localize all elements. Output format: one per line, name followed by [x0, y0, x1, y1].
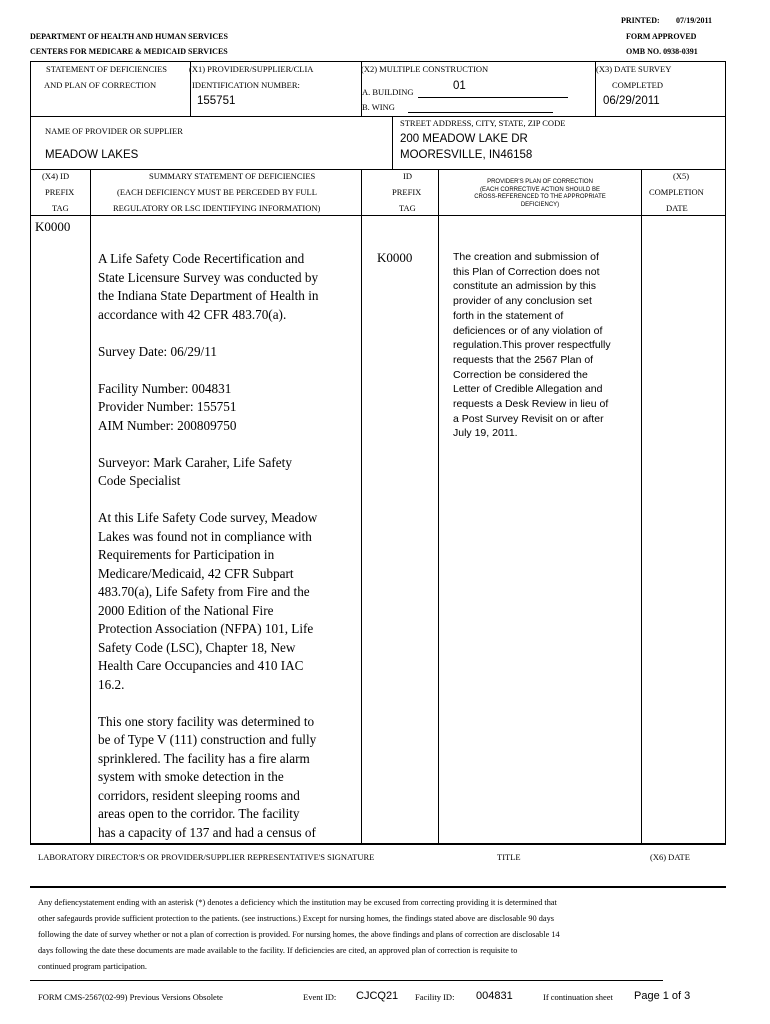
- printed-date: 07/19/2011: [676, 16, 713, 25]
- id-label: ID: [403, 171, 412, 181]
- address-label: STREET ADDRESS, CITY, STATE, ZIP CODE: [400, 118, 566, 128]
- poc-header: [440, 179, 640, 209]
- building-underline: [418, 97, 568, 98]
- centers-name: CENTERS FOR MEDICARE & MEDICAID SERVICES: [30, 47, 228, 56]
- form-number: FORM CMS-2567(02-99) Previous Versions Obsolete: [38, 992, 223, 1002]
- poc-header-4: DEFICIENCY): [520, 201, 560, 208]
- statement-label-2: AND PLAN OF CORRECTION: [44, 80, 157, 90]
- provider-name-value: MEADOW LAKES: [45, 149, 139, 161]
- plan-of-correction: The creation and submission of this Plan of Correction does not constitute an admission by this provider of any conclusion set forth in the statement of deficiences or of any violation of regulation.This prover respectfully requests that the 2567 Plan of Correction be considered the Letter of Credible Allegation and requests a Desk Review in lieu of a Post Survey Revisit on or after July 19, 2011.: [453, 251, 611, 440]
- x4-prefix: PREFIX: [45, 187, 75, 197]
- continuation-label: If continuation sheet: [543, 992, 613, 1002]
- statement-label-1: STATEMENT OF DEFICIENCIES: [46, 64, 168, 74]
- x4-tag: TAG: [52, 203, 69, 213]
- rule: [725, 61, 726, 844]
- disclosure-note: Any defiencystatement ending with an asterisk (*) denotes a deficiency which the institution may be excused from correcting providing it is determined that other safegaurds provide sufficient protection to the patients. (see instructions.) Except for nursing homes, the findings stated above are disclosable 90 days following the date of survey whether or not a plan of correction is provided. For nursing homes, the above findings and plans of correction are disclosable 14 days following the date these documents are made available to the facility. If deficiencies are cited, an approved plan of correction is requisite to continued program participation.: [38, 898, 560, 971]
- tag-right: K0000: [377, 250, 413, 265]
- facility-id-value: 004831: [476, 990, 513, 1002]
- x4-label: (X4) ID: [42, 171, 70, 181]
- signature-rule: [30, 886, 726, 888]
- x5-date: DATE: [666, 203, 688, 213]
- building-value: 01: [453, 80, 466, 92]
- paragraph-facility: This one story facility was determined to be of Type V (111) construction and fully sprinklered. The facility has a fire alarm system with smoke detection in the corridors, resident sleeping rooms and areas open to the corridor. The facility has a capacity of 137 and had a census of: [98, 713, 317, 840]
- paragraph-numbers: Facility Number: 004831 Provider Number: 155751 AIM Number: 200809750: [98, 380, 237, 433]
- summary-header-1: SUMMARY STATEMENT OF DEFICIENCIES: [149, 171, 316, 181]
- id-prefix: PREFIX: [392, 187, 422, 197]
- provider-id-value: 155751: [197, 95, 236, 107]
- tag-left: K0000: [35, 219, 71, 234]
- footer-rule: [30, 980, 663, 981]
- poc-header-3: CROSS-REFERENCED TO THE APPROPRIATE: [474, 194, 606, 200]
- x1-label-1: (X1) PROVIDER/SUPPLIER/CLIA: [189, 64, 314, 74]
- poc-header-1: PROVIDER'S PLAN OF CORRECTION: [487, 179, 593, 185]
- building-label: A. BUILDING: [362, 87, 414, 97]
- facility-id-label: Facility ID:: [415, 992, 455, 1002]
- rule: [361, 169, 362, 844]
- omb-number: OMB NO. 0938-0391: [626, 47, 698, 56]
- paragraph-compliance: At this Life Safety Code survey, Meadow Lakes was found not in compliance with Requirements for Participation in Medicare/Medicaid, 42 CFR Subpart 483.70(a), Life Safety from Fire and the 2000 Edition of the National Fire Protection Association (NFPA) 101, Life Safety Code (LSC), Chapter 18, New Health Care Occupancies and 410 IAC 16.2.: [98, 510, 318, 692]
- rule: [30, 116, 725, 117]
- page-number: Page 1 of 3: [634, 990, 691, 1002]
- printed-label: PRINTED:: [621, 16, 660, 25]
- paragraph-surveyor: Surveyor: Mark Caraher, Life Safety Code Specialist: [98, 454, 292, 488]
- address-line-1: 200 MEADOW LAKE DR: [400, 133, 528, 145]
- event-id-label: Event ID:: [303, 992, 337, 1002]
- paragraph-survey-date: Survey Date: 06/29/11: [98, 343, 217, 359]
- summary-header-3: REGULATORY OR LSC IDENTIFYING INFORMATION): [113, 203, 321, 213]
- wing-underline: [408, 112, 553, 113]
- rule: [30, 61, 31, 844]
- x2-label: (X2) MULTIPLE CONSTRUCTION: [361, 64, 489, 74]
- form-approved: FORM APPROVED: [626, 32, 697, 41]
- department-name: DEPARTMENT OF HEALTH AND HUMAN SERVICES: [30, 32, 228, 41]
- rule: [30, 843, 726, 845]
- event-id-value: CJCQ21: [356, 990, 399, 1002]
- x5-label: (X5): [673, 171, 690, 181]
- rule: [30, 61, 725, 62]
- rule: [392, 116, 393, 169]
- x5-completion: COMPLETION: [649, 187, 704, 197]
- x6-date-label: (X6) DATE: [650, 852, 690, 862]
- paragraph-intro: A Life Safety Code Recertification and State Licensure Survey was conducted by the Indiana State Department of Health in accordance with 42 CFR 483.70(a).: [98, 251, 319, 322]
- title-label: TITLE: [497, 852, 521, 862]
- survey-date-value: 06/29/2011: [603, 95, 660, 107]
- summary-header-2: (EACH DEFICIENCY MUST BE PERCEDED BY FULL: [117, 187, 317, 197]
- provider-name-label: NAME OF PROVIDER OR SUPPLIER: [45, 126, 183, 136]
- rule: [30, 215, 725, 216]
- address-line-2: MOORESVILLE, IN46158: [400, 149, 533, 161]
- x3-sub-label: COMPLETED: [612, 80, 663, 90]
- summary-statement: [98, 250, 343, 842]
- id-tag: TAG: [399, 203, 416, 213]
- wing-label: B. WING: [362, 102, 395, 112]
- signature-label: LABORATORY DIRECTOR'S OR PROVIDER/SUPPLIER REPRESENTATIVE'S SIGNATURE: [38, 852, 375, 862]
- x3-label: (X3) DATE SURVEY: [596, 64, 672, 74]
- rule: [641, 169, 642, 844]
- poc-header-2: (EACH CORRECTIVE ACTION SHOULD BE: [479, 186, 601, 193]
- rule: [90, 169, 91, 844]
- rule: [438, 169, 439, 844]
- x1-label-2: IDENTIFICATION NUMBER:: [192, 80, 300, 90]
- rule: [30, 169, 725, 170]
